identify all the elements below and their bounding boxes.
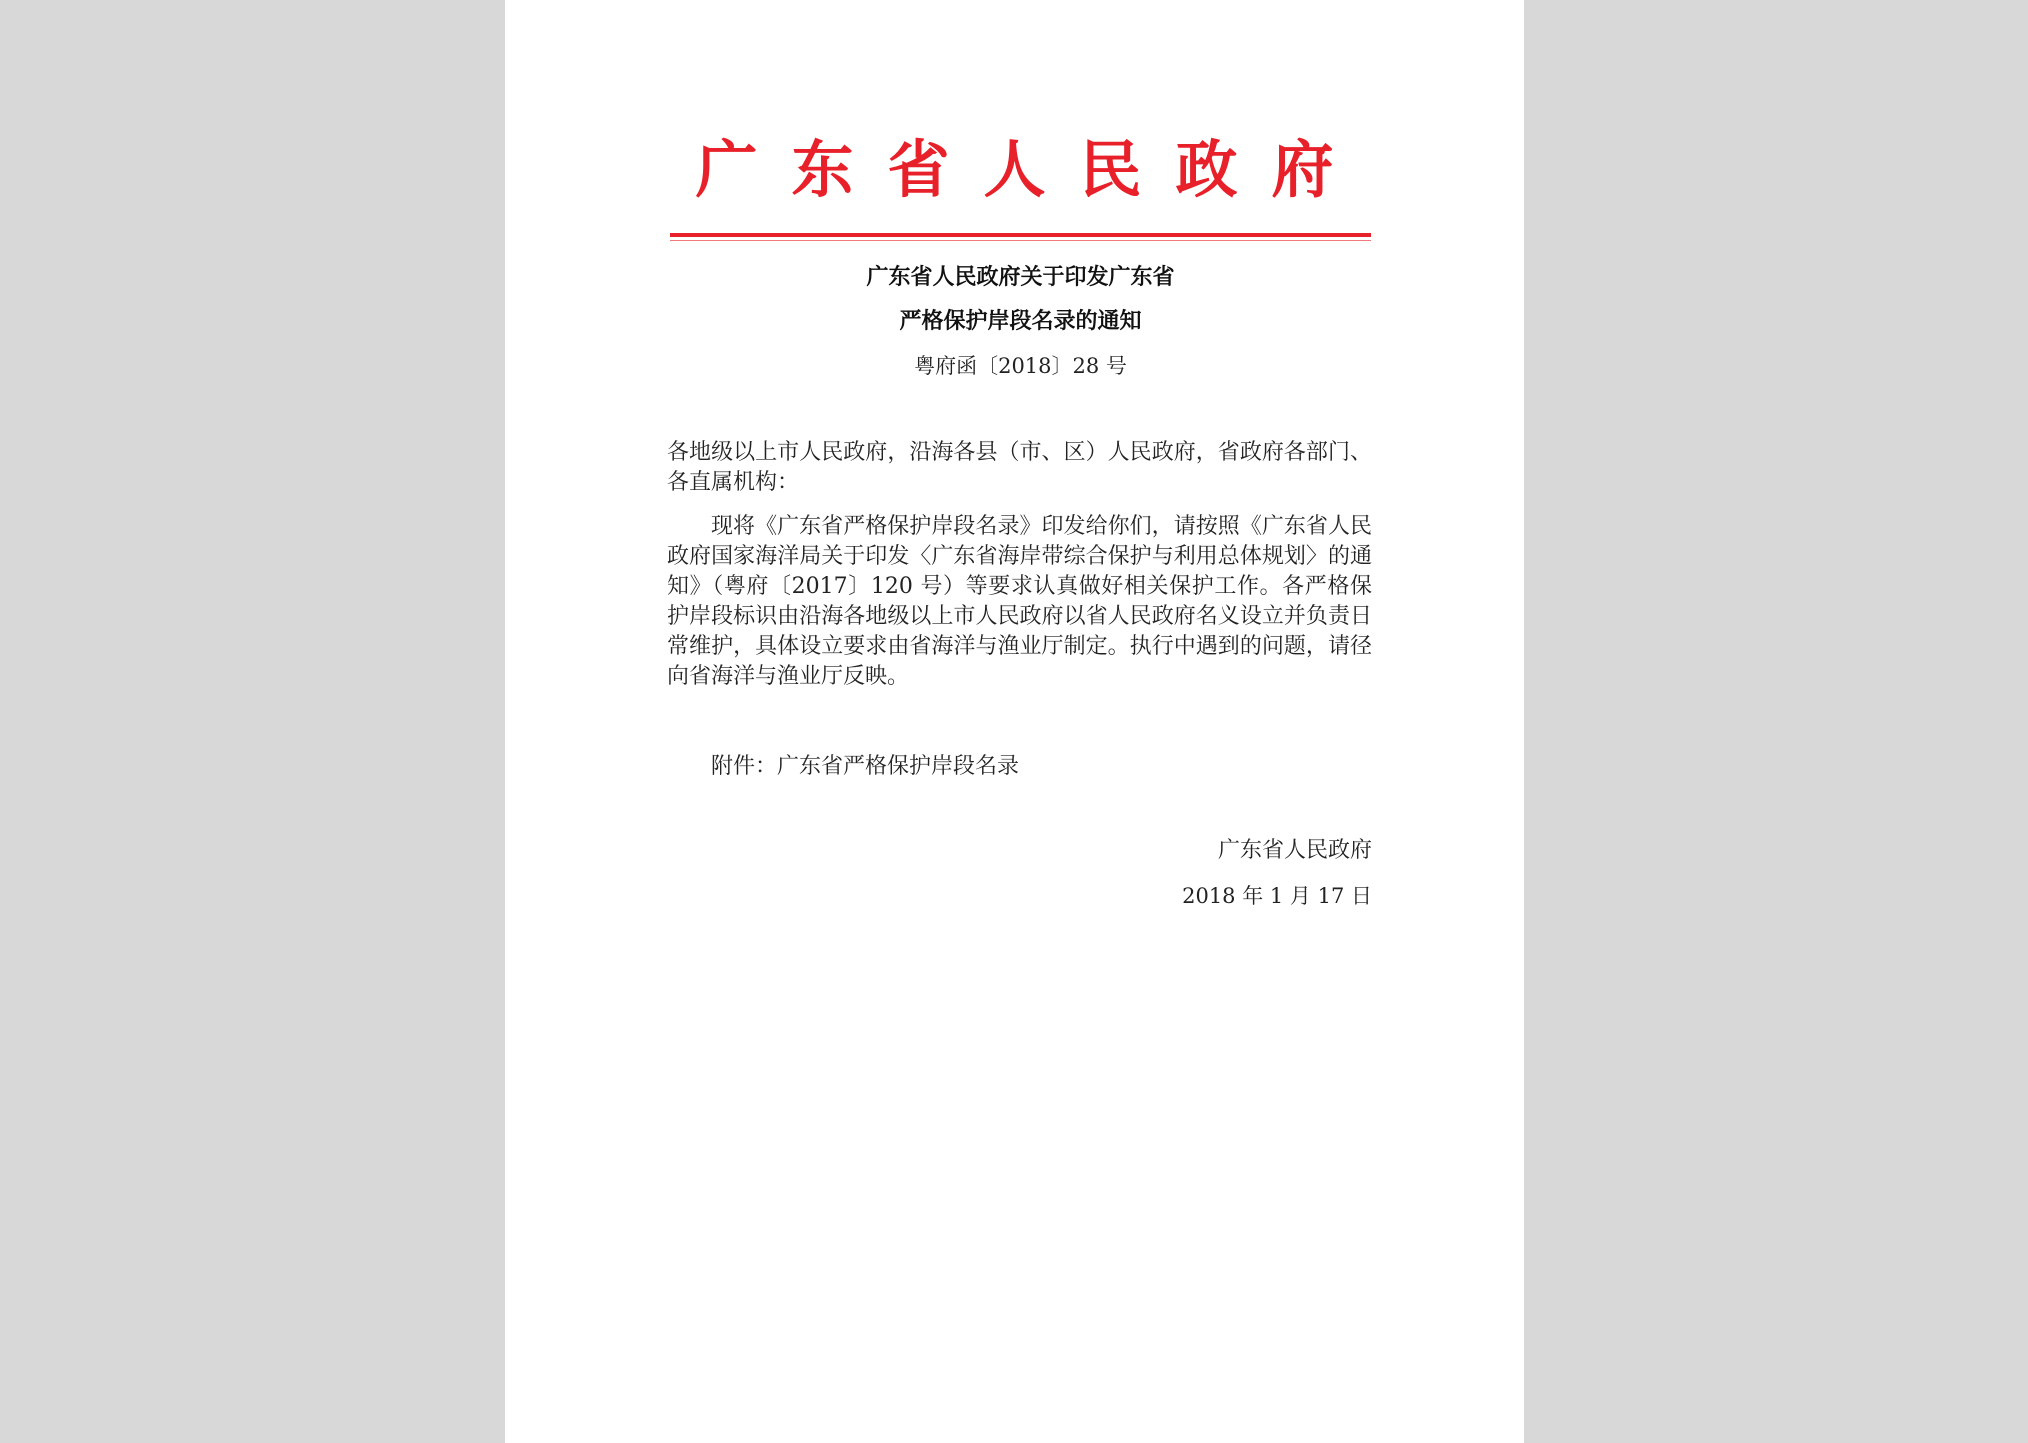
document-title-line-1: 广东省人民政府关于印发广东省 [866, 264, 1175, 290]
document-number: 粤府函〔2018〕28 号 [914, 354, 1127, 378]
document-title-line-2: 严格保护岸段名录的通知 [899, 308, 1142, 334]
body-paragraph: 现将《广东省严格保护岸段名录》印发给你们，请按照《广东省人民政府国家海洋局关于印发〈广东省海岸带综合保护与利用总体规划〉的通知》（粤府〔2017〕120 号）等要求认真做好相关保护工作。各严格保护岸段标识由沿海各地级以上市人民政府以省人民政府名义设立并负责日常维护，具体设立要求由省海洋与渔业厅制定。执行中遇到的问题，请径向省海洋与渔业厅反映。 [667, 514, 1372, 689]
signature-date: 2018 年 1 月 17 日 [1182, 884, 1372, 908]
masthead-red-rule [670, 233, 1371, 237]
masthead-title: 广东省人民政府 [695, 133, 1368, 206]
signature-organization: 广东省人民政府 [1217, 838, 1372, 863]
salutation: 各地级以上市人民政府，沿海各县（市、区）人民政府，省政府各部门、各直属机构： [667, 440, 1372, 495]
attachment-line: 附件：广东省严格保护岸段名录 [711, 754, 1020, 779]
masthead-red-rule-thin [670, 240, 1371, 241]
document-page [505, 0, 1524, 1443]
